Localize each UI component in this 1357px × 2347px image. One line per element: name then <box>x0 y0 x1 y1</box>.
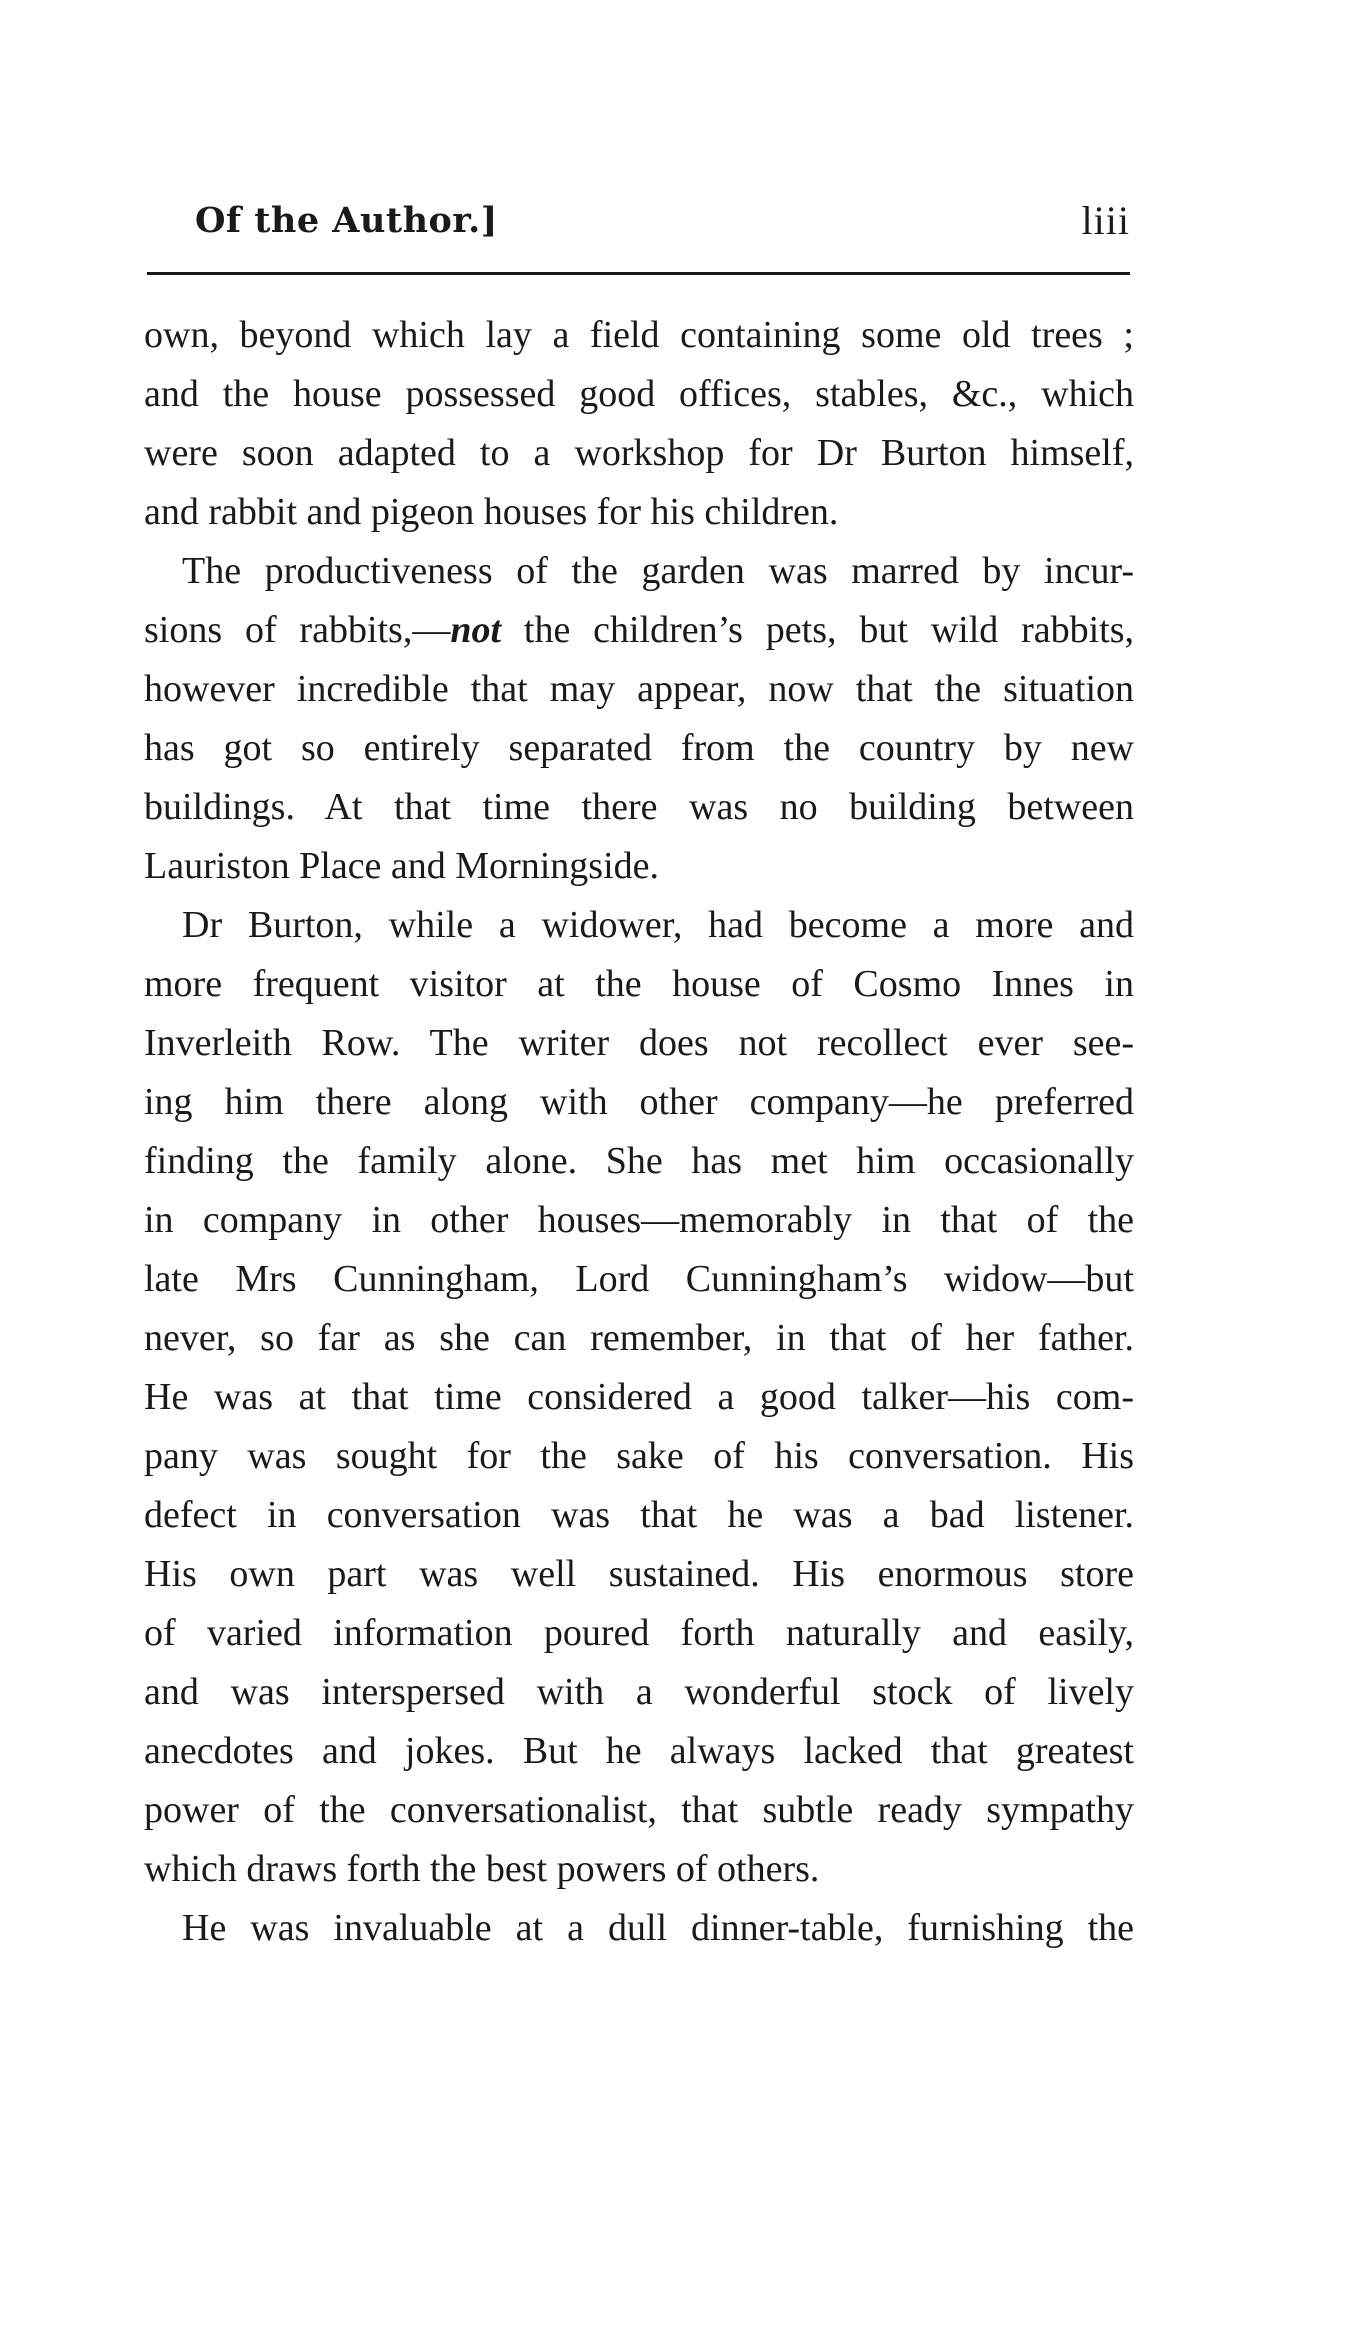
text-line: late Mrs Cunningham, Lord Cunningham’s widow—but <box>144 1258 1134 1300</box>
text-line: and the house possessed good offices, stables, &c., which <box>144 373 1134 415</box>
text-line: has got so entirely separated from the country by new <box>144 727 1134 769</box>
page-number: liii <box>1081 198 1130 243</box>
text-line: The productiveness of the garden was marred by incur- <box>182 550 1134 592</box>
text-line: anecdotes and jokes. But he always lacked that greatest <box>144 1730 1134 1772</box>
text-line: power of the conversationalist, that subtle ready sympathy <box>144 1789 1134 1831</box>
text-span: the children’s pets, but wild rabbits, <box>501 609 1134 651</box>
text-line: in company in other houses—memorably in that of the <box>144 1199 1134 1241</box>
text-line: which draws forth the best powers of others. <box>144 1848 820 1890</box>
running-head <box>147 196 1130 256</box>
text-line: pany was sought for the sake of his conversation. His <box>144 1435 1134 1477</box>
text-line: however incredible that may appear, now that the situation <box>144 668 1134 710</box>
text-line: never, so far as she can remember, in that of her father. <box>144 1317 1134 1359</box>
text-line: own, beyond which lay a field containing some old trees ; <box>144 314 1134 356</box>
text-line: ing him there along with other company—he preferred <box>144 1081 1134 1123</box>
text-line: Inverleith Row. The writer does not recollect ever see- <box>144 1022 1134 1064</box>
text-line-with-italic <box>144 601 1134 660</box>
text-line: He was invaluable at a dull dinner-table, furnishing the <box>182 1907 1134 1949</box>
text-line: and rabbit and pigeon houses for his children. <box>144 491 839 533</box>
text-line: defect in conversation was that he was a bad listener. <box>144 1494 1134 1536</box>
text-line: Lauriston Place and Morningside. <box>144 845 660 887</box>
text-line: He was at that time considered a good talker—his com- <box>144 1376 1134 1418</box>
text-line: and was interspersed with a wonderful stock of lively <box>144 1671 1134 1713</box>
text-span: sions of rabbits,— <box>144 609 451 651</box>
text-line: buildings. At that time there was no building between <box>144 786 1134 828</box>
text-line: His own part was well sustained. His enormous store <box>144 1553 1134 1595</box>
text-line: finding the family alone. She has met him occasionally <box>144 1140 1134 1182</box>
header-rule <box>147 272 1130 275</box>
italic-word: not <box>450 609 502 651</box>
text-line: were soon adapted to a workshop for Dr Burton himself, <box>144 432 1134 474</box>
body-text <box>144 306 1134 1958</box>
text-line: more frequent visitor at the house of Cosmo Innes in <box>144 963 1134 1005</box>
text-line: Dr Burton, while a widower, had become a more and <box>182 904 1134 946</box>
text-line: of varied information poured forth naturally and easily, <box>144 1612 1134 1654</box>
running-title: Of the Author.] <box>195 200 498 241</box>
